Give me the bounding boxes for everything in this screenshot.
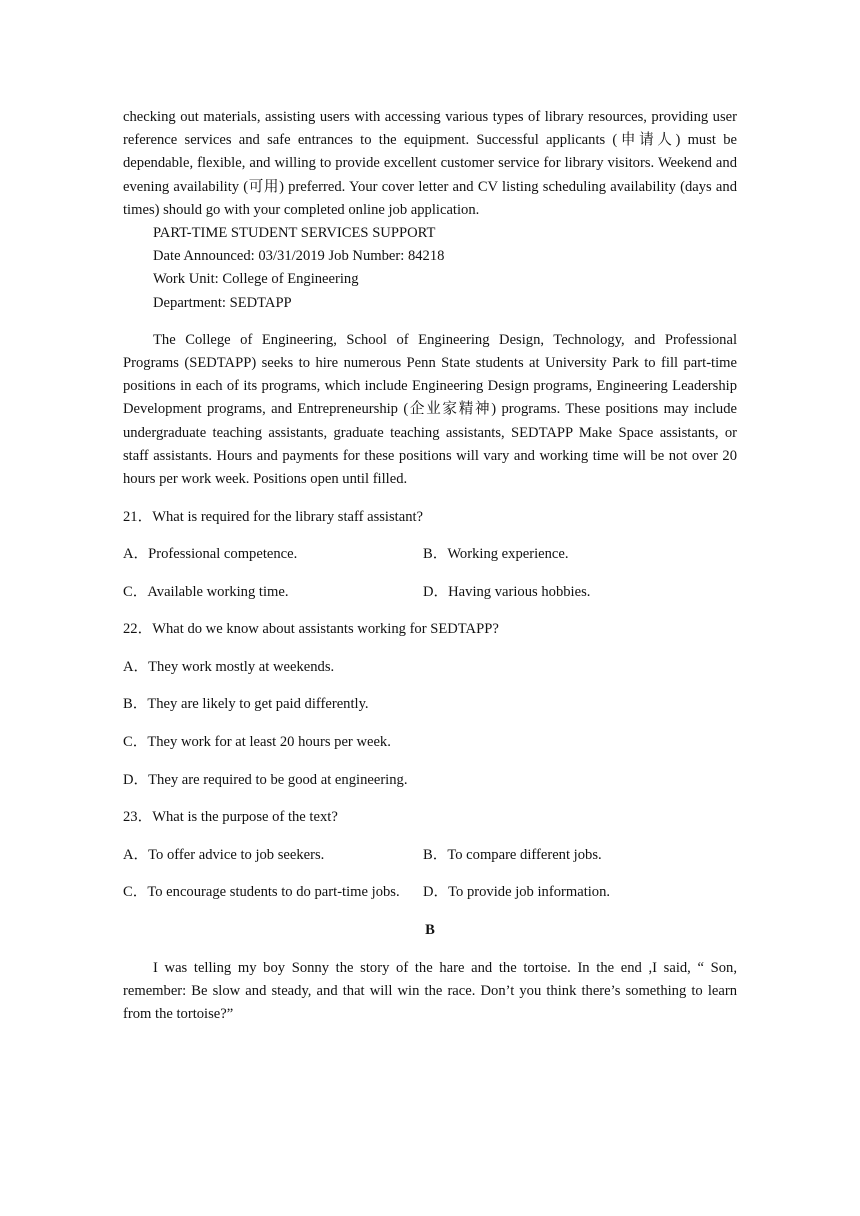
question-22 xyxy=(123,618,737,792)
option-b: B．To compare different jobs. xyxy=(423,846,602,863)
option-d: D．They are required to be good at engineering. xyxy=(123,771,408,788)
option-a: A．To offer advice to job seekers. xyxy=(123,846,325,863)
options-row xyxy=(123,543,737,566)
option-d: D．Having various hobbies. xyxy=(423,583,591,600)
option-a: A．Professional competence. xyxy=(123,546,298,563)
question-21 xyxy=(123,506,737,604)
option-a: A．They work mostly at weekends. xyxy=(123,658,335,675)
question-stem: 22．What do we know about assistants working for SEDTAPP? xyxy=(123,621,499,638)
question-stem: 23．What is the purpose of the text? xyxy=(123,809,338,826)
job-title: PART-TIME STUDENT SERVICES SUPPORT xyxy=(153,225,436,242)
option-c: C．To encourage students to do part-time jobs. xyxy=(123,884,400,901)
option-d: D．To provide job information. xyxy=(423,884,611,901)
options-row xyxy=(123,881,737,904)
passage-a-paragraph-1: checking out materials, assisting users with accessing various types of library resources, providing user reference services and safe entrances to the equipment. Successful applicants (申请人) must be dependable, flexible, and willing to provide excellent customer service for library visitors. Weekend and evening availability (可用) preferred. Your cover letter and CV listing scheduling availability (days and times) should go with your completed online job application. xyxy=(123,109,737,218)
options-row xyxy=(123,581,737,604)
option-c: C．Available working time. xyxy=(123,583,289,600)
question-stem: 21．What is required for the library staff assistant? xyxy=(123,508,424,525)
passage-a-paragraph-2: The College of Engineering, School of Engineering Design, Technology, and Professional Programs (SEDTAPP) seeks to hire numerous Penn State students at University Park to fill part-time positions in each of its programs, which include Engineering Design programs, Engineering Leadership Development programs, and Entrepreneurship (企业家精神) programs. These positions may include undergraduate teaching assistants, graduate teaching assistants, SEDTAPP Make Space assistants, or staff assistants. Hours and payments for these positions will vary and working time will be not over 20 hours per work week. Positions open until filled. xyxy=(123,331,737,487)
option-c: C．They work for at least 20 hours per week. xyxy=(123,734,391,751)
section-heading-b: B xyxy=(425,921,435,938)
option-b: B．They are likely to get paid differently. xyxy=(123,696,369,713)
department-line: Department: SEDTAPP xyxy=(153,294,292,311)
document-page xyxy=(123,106,737,1026)
option-b: B．Working experience. xyxy=(423,546,569,563)
date-announced-line: Date Announced: 03/31/2019 Job Number: 84218 xyxy=(153,248,445,265)
passage-b-paragraph-1: I was telling my boy Sonny the story of the hare and the tortoise. In the end ,I said, “ Son, remember: Be slow and steady, and that will win the race. Don’t you think there’s something to learn from the tortoise?” xyxy=(123,959,737,1023)
work-unit-line: Work Unit: College of Engineering xyxy=(153,271,359,288)
options-row xyxy=(123,844,737,867)
question-23 xyxy=(123,806,737,904)
